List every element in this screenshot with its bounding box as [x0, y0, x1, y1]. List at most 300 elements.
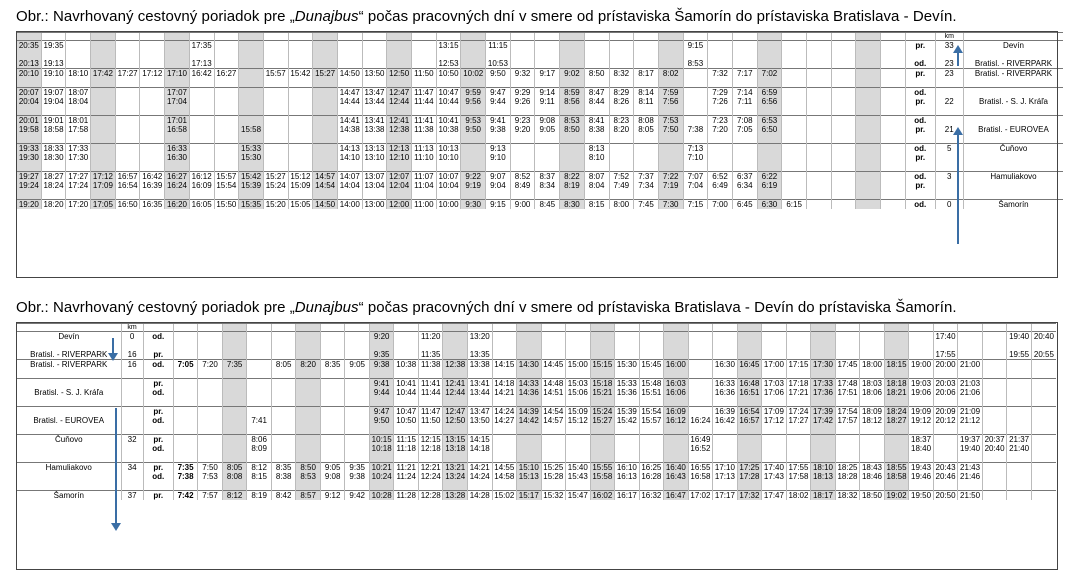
time-cell	[782, 78, 807, 88]
time-cell	[566, 481, 591, 491]
time-cell: 7:49	[609, 181, 634, 190]
time-cell	[140, 144, 165, 154]
header-cell	[664, 324, 689, 332]
time-cell: 12:24	[418, 472, 443, 481]
time-cell: 8:50	[584, 69, 609, 79]
time-cell: 17:12	[762, 416, 787, 425]
time-cell	[535, 162, 560, 172]
time-cell: 9:41	[369, 379, 394, 389]
time-cell: 18:18	[884, 379, 909, 389]
station-name: Bratisl. - RIVERPARK	[963, 69, 1063, 79]
time-cell: 16:05	[189, 200, 214, 210]
time-cell	[214, 116, 239, 126]
header-cell	[313, 33, 338, 41]
time-cell	[982, 416, 1007, 425]
time-cell	[517, 350, 542, 360]
header-cell	[634, 33, 659, 41]
time-cell	[1007, 416, 1032, 425]
km-cell	[121, 407, 143, 417]
time-cell	[881, 97, 906, 106]
time-cell: 13:15	[443, 435, 468, 445]
time-cell: 17:24	[786, 407, 811, 417]
time-cell	[345, 379, 370, 389]
km-cell	[121, 425, 143, 435]
time-cell	[757, 134, 782, 144]
time-cell	[165, 41, 190, 51]
time-cell	[492, 369, 517, 379]
time-cell: 14:13	[337, 144, 362, 154]
time-cell: 19:46	[909, 472, 934, 481]
time-cell	[757, 78, 782, 88]
time-cell: 12:41	[443, 379, 468, 389]
time-cell	[909, 397, 934, 407]
time-cell	[856, 116, 881, 126]
time-cell	[214, 190, 239, 200]
time-cell	[786, 481, 811, 491]
time-cell: 17:12	[91, 172, 116, 182]
time-cell: 8:05	[222, 463, 247, 473]
time-cell	[664, 481, 689, 491]
time-cell: 19:37	[958, 435, 983, 445]
time-cell	[590, 481, 615, 491]
title-bottom-suffix: “ počas pracovných dní v smere od prístaviska Bratislava - Devín do prístaviska Šamorín.	[358, 299, 957, 316]
time-cell	[639, 425, 664, 435]
time-cell	[831, 144, 856, 154]
time-cell: 20:43	[933, 463, 958, 473]
time-cell	[708, 41, 733, 51]
time-cell	[807, 125, 832, 134]
time-cell	[173, 435, 198, 445]
station-name	[963, 153, 1063, 162]
time-cell	[762, 425, 787, 435]
time-cell: 17:20	[66, 200, 91, 210]
time-cell: 14:54	[313, 181, 338, 190]
time-cell: 19:33	[17, 144, 42, 154]
time-cell	[313, 97, 338, 106]
time-cell: 8:34	[535, 181, 560, 190]
time-cell	[239, 78, 264, 88]
time-cell	[345, 481, 370, 491]
station-name	[963, 190, 1063, 200]
time-cell: 18:50	[860, 491, 885, 501]
time-cell	[634, 162, 659, 172]
time-cell	[140, 125, 165, 134]
time-cell	[468, 397, 493, 407]
time-cell	[560, 78, 585, 88]
time-cell: 14:30	[517, 360, 542, 370]
time-cell	[831, 190, 856, 200]
time-cell	[884, 481, 909, 491]
time-cell	[708, 190, 733, 200]
header-cell	[173, 324, 198, 332]
timetable-row	[17, 134, 1064, 144]
time-cell	[737, 341, 762, 350]
time-cell: 7:42	[173, 491, 198, 501]
time-cell: 12:41	[387, 116, 412, 126]
time-cell: 15:18	[590, 379, 615, 389]
time-cell	[173, 444, 198, 453]
time-cell	[786, 397, 811, 407]
time-cell: 14:04	[337, 181, 362, 190]
time-cell	[263, 190, 288, 200]
time-cell	[41, 50, 66, 59]
time-cell: 7:15	[683, 200, 708, 210]
header-station	[17, 324, 122, 332]
time-cell	[443, 453, 468, 463]
time-cell	[320, 379, 345, 389]
time-cell: 10:50	[436, 69, 461, 79]
time-cell: 17:36	[811, 388, 836, 397]
time-cell: 18:40	[909, 444, 934, 453]
station-name	[17, 453, 122, 463]
time-cell	[320, 350, 345, 360]
time-cell	[271, 444, 296, 453]
time-cell	[688, 388, 713, 397]
time-cell	[782, 116, 807, 126]
header-cell	[443, 324, 468, 332]
time-cell	[517, 332, 542, 342]
time-cell: 13:41	[468, 379, 493, 389]
timetable-row	[17, 88, 1064, 98]
time-cell: 11:18	[394, 444, 419, 453]
time-cell: 7:04	[683, 181, 708, 190]
km-cell	[121, 481, 143, 491]
time-cell	[214, 59, 239, 69]
time-cell	[337, 59, 362, 69]
time-cell: 9:38	[369, 360, 394, 370]
time-cell	[683, 190, 708, 200]
time-cell: 13:35	[468, 350, 493, 360]
arrival-departure-flag	[143, 453, 173, 463]
time-cell: 7:35	[173, 463, 198, 473]
time-cell	[786, 453, 811, 463]
header-cell	[239, 33, 264, 41]
time-cell	[345, 350, 370, 360]
time-cell	[856, 181, 881, 190]
time-cell	[91, 144, 116, 154]
time-cell: 9:35	[369, 350, 394, 360]
timetable-row	[17, 59, 1064, 69]
time-cell	[91, 50, 116, 59]
time-cell: 19:03	[909, 379, 934, 389]
time-cell: 17:48	[835, 379, 860, 389]
time-cell	[762, 369, 787, 379]
station-name	[963, 106, 1063, 116]
time-cell	[115, 134, 140, 144]
time-cell: 21:37	[1007, 435, 1032, 445]
time-cell	[173, 379, 198, 389]
time-cell	[369, 341, 394, 350]
time-cell: 19:01	[41, 116, 66, 126]
time-cell	[807, 134, 832, 144]
time-cell	[296, 397, 321, 407]
time-cell	[835, 350, 860, 360]
time-cell: 20:04	[17, 97, 42, 106]
time-cell	[782, 172, 807, 182]
time-cell: 8:49	[510, 181, 535, 190]
time-cell	[17, 162, 42, 172]
time-cell	[313, 190, 338, 200]
time-cell	[313, 125, 338, 134]
time-cell	[222, 407, 247, 417]
time-cell	[688, 369, 713, 379]
time-cell: 15:21	[590, 388, 615, 397]
arrival-departure-flag: od.	[143, 472, 173, 481]
time-cell: 18:46	[860, 472, 885, 481]
time-cell	[345, 332, 370, 342]
time-cell: 18:27	[41, 172, 66, 182]
time-cell: 18:28	[835, 472, 860, 481]
time-cell: 18:32	[835, 491, 860, 501]
time-cell	[369, 369, 394, 379]
time-cell	[708, 50, 733, 59]
header-cell	[881, 33, 906, 41]
timetable-row	[17, 78, 1064, 88]
time-cell	[296, 481, 321, 491]
time-cell: 13:38	[468, 360, 493, 370]
time-cell: 8:17	[634, 69, 659, 79]
km-cell: 16	[121, 360, 143, 370]
time-cell: 17:58	[66, 125, 91, 134]
time-cell	[271, 369, 296, 379]
time-cell	[609, 78, 634, 88]
time-cell	[296, 332, 321, 342]
time-cell: 9:50	[461, 125, 486, 134]
time-cell: 18:04	[66, 97, 91, 106]
time-cell	[436, 134, 461, 144]
time-cell	[831, 172, 856, 182]
time-cell	[461, 59, 486, 69]
time-cell: 17:42	[811, 416, 836, 425]
arrival-departure-flag: od.	[905, 200, 935, 210]
time-cell: 16:20	[165, 200, 190, 210]
km-cell	[121, 453, 143, 463]
station-name	[963, 162, 1063, 172]
arrival-departure-flag: pr.	[143, 463, 173, 473]
time-cell	[313, 162, 338, 172]
time-cell: 15:27	[590, 416, 615, 425]
time-cell: 9:29	[510, 88, 535, 98]
time-cell	[732, 153, 757, 162]
time-cell	[345, 397, 370, 407]
time-cell	[856, 97, 881, 106]
time-cell: 7:20	[708, 125, 733, 134]
time-cell	[658, 144, 683, 154]
time-cell	[1007, 425, 1032, 435]
header-cell	[708, 33, 733, 41]
time-cell: 18:25	[835, 463, 860, 473]
station-name: Bratisl. - RIVERPARK	[963, 59, 1063, 69]
time-cell	[881, 181, 906, 190]
time-cell: 7:59	[658, 88, 683, 98]
time-cell: 14:24	[468, 472, 493, 481]
time-cell: 20:50	[933, 491, 958, 501]
time-cell: 17:13	[713, 472, 738, 481]
time-cell	[708, 144, 733, 154]
time-cell	[165, 162, 190, 172]
station-name	[17, 341, 122, 350]
time-cell	[443, 481, 468, 491]
time-cell: 11:47	[418, 407, 443, 417]
time-cell: 10:44	[394, 388, 419, 397]
time-cell	[757, 162, 782, 172]
time-cell	[362, 134, 387, 144]
time-cell	[1031, 388, 1056, 397]
time-cell	[239, 134, 264, 144]
timetable-row	[17, 50, 1064, 59]
time-cell	[982, 453, 1007, 463]
time-cell	[909, 332, 934, 342]
header-cell	[412, 33, 437, 41]
time-cell	[982, 463, 1007, 473]
time-cell	[1007, 481, 1032, 491]
time-cell	[584, 134, 609, 144]
time-cell	[436, 50, 461, 59]
time-cell: 15:57	[214, 172, 239, 182]
time-cell	[288, 106, 313, 116]
time-cell	[732, 106, 757, 116]
time-cell: 15:54	[214, 181, 239, 190]
time-cell: 16:13	[615, 472, 640, 481]
time-cell	[222, 369, 247, 379]
station-name: Bratisl. - RIVERPARK	[17, 360, 122, 370]
time-cell	[590, 425, 615, 435]
time-cell: 13:47	[362, 88, 387, 98]
time-cell	[982, 425, 1007, 435]
km-cell	[121, 369, 143, 379]
time-cell	[782, 125, 807, 134]
time-cell	[214, 125, 239, 134]
km-cell	[121, 388, 143, 397]
time-cell	[683, 69, 708, 79]
time-cell	[884, 425, 909, 435]
time-cell	[271, 407, 296, 417]
km-header: km	[935, 33, 963, 41]
time-cell	[958, 332, 983, 342]
time-cell	[461, 41, 486, 51]
header-cell	[387, 33, 412, 41]
time-cell: 17:02	[688, 491, 713, 501]
time-cell: 9:00	[510, 200, 535, 210]
time-cell	[387, 190, 412, 200]
time-cell	[982, 350, 1007, 360]
station-name	[963, 50, 1063, 59]
time-cell	[541, 397, 566, 407]
time-cell	[461, 50, 486, 59]
time-cell	[708, 106, 733, 116]
time-cell: 9:47	[369, 407, 394, 417]
time-cell: 14:38	[337, 125, 362, 134]
time-cell: 8:59	[560, 88, 585, 98]
time-cell	[91, 125, 116, 134]
time-cell	[732, 50, 757, 59]
km-header: km	[121, 324, 143, 332]
time-cell	[757, 190, 782, 200]
time-cell: 16:30	[165, 153, 190, 162]
time-cell	[492, 453, 517, 463]
time-cell: 20:55	[1031, 350, 1056, 360]
time-cell: 8:14	[634, 88, 659, 98]
time-cell	[535, 41, 560, 51]
header-cell	[831, 33, 856, 41]
time-cell: 20:13	[17, 59, 42, 69]
time-cell: 16:39	[140, 181, 165, 190]
arrival-departure-flag	[143, 397, 173, 407]
time-cell: 16:52	[688, 444, 713, 453]
time-cell	[737, 435, 762, 445]
time-cell: 17:24	[66, 181, 91, 190]
time-cell: 16:33	[165, 144, 190, 154]
time-cell: 18:30	[41, 153, 66, 162]
station-name: Hamuliakovo	[963, 172, 1063, 182]
time-cell: 13:15	[436, 41, 461, 51]
time-cell	[394, 481, 419, 491]
time-cell	[664, 397, 689, 407]
time-cell: 10:18	[369, 444, 394, 453]
time-cell	[856, 50, 881, 59]
time-cell: 6:50	[757, 125, 782, 134]
time-cell	[313, 106, 338, 116]
time-cell	[634, 106, 659, 116]
time-cell	[239, 116, 264, 126]
time-cell	[860, 341, 885, 350]
time-cell: 11:10	[412, 153, 437, 162]
time-cell	[786, 444, 811, 453]
header-cell	[91, 33, 116, 41]
time-cell: 10:04	[436, 181, 461, 190]
time-cell	[560, 106, 585, 116]
header-cell	[811, 324, 836, 332]
time-cell	[634, 59, 659, 69]
time-cell	[115, 97, 140, 106]
time-cell: 9:41	[486, 116, 511, 126]
header-cell	[958, 324, 983, 332]
header-cell	[222, 324, 247, 332]
time-cell	[387, 59, 412, 69]
time-cell: 15:51	[639, 388, 664, 397]
time-cell	[140, 59, 165, 69]
timetable-samorin-to-devin	[16, 32, 1063, 209]
time-cell	[115, 88, 140, 98]
time-cell	[17, 106, 42, 116]
time-cell: 12:07	[387, 172, 412, 182]
time-cell	[418, 453, 443, 463]
time-cell: 13:10	[362, 153, 387, 162]
time-cell	[688, 397, 713, 407]
time-cell	[664, 332, 689, 342]
time-cell	[860, 332, 885, 342]
time-cell: 9:59	[461, 88, 486, 98]
time-cell	[807, 153, 832, 162]
km-cell	[121, 341, 143, 350]
time-cell	[313, 50, 338, 59]
time-cell: 17:06	[762, 388, 787, 397]
time-cell: 17:00	[762, 360, 787, 370]
time-cell	[173, 388, 198, 397]
time-cell	[881, 200, 906, 210]
time-cell	[173, 350, 198, 360]
header-cell	[762, 324, 787, 332]
time-cell	[517, 341, 542, 350]
time-cell: 13:38	[362, 125, 387, 134]
time-cell: 20:40	[982, 444, 1007, 453]
header-cell	[271, 324, 296, 332]
km-cell: 23	[935, 59, 963, 69]
time-cell	[909, 350, 934, 360]
time-cell	[831, 134, 856, 144]
time-cell	[313, 153, 338, 162]
time-cell	[369, 397, 394, 407]
